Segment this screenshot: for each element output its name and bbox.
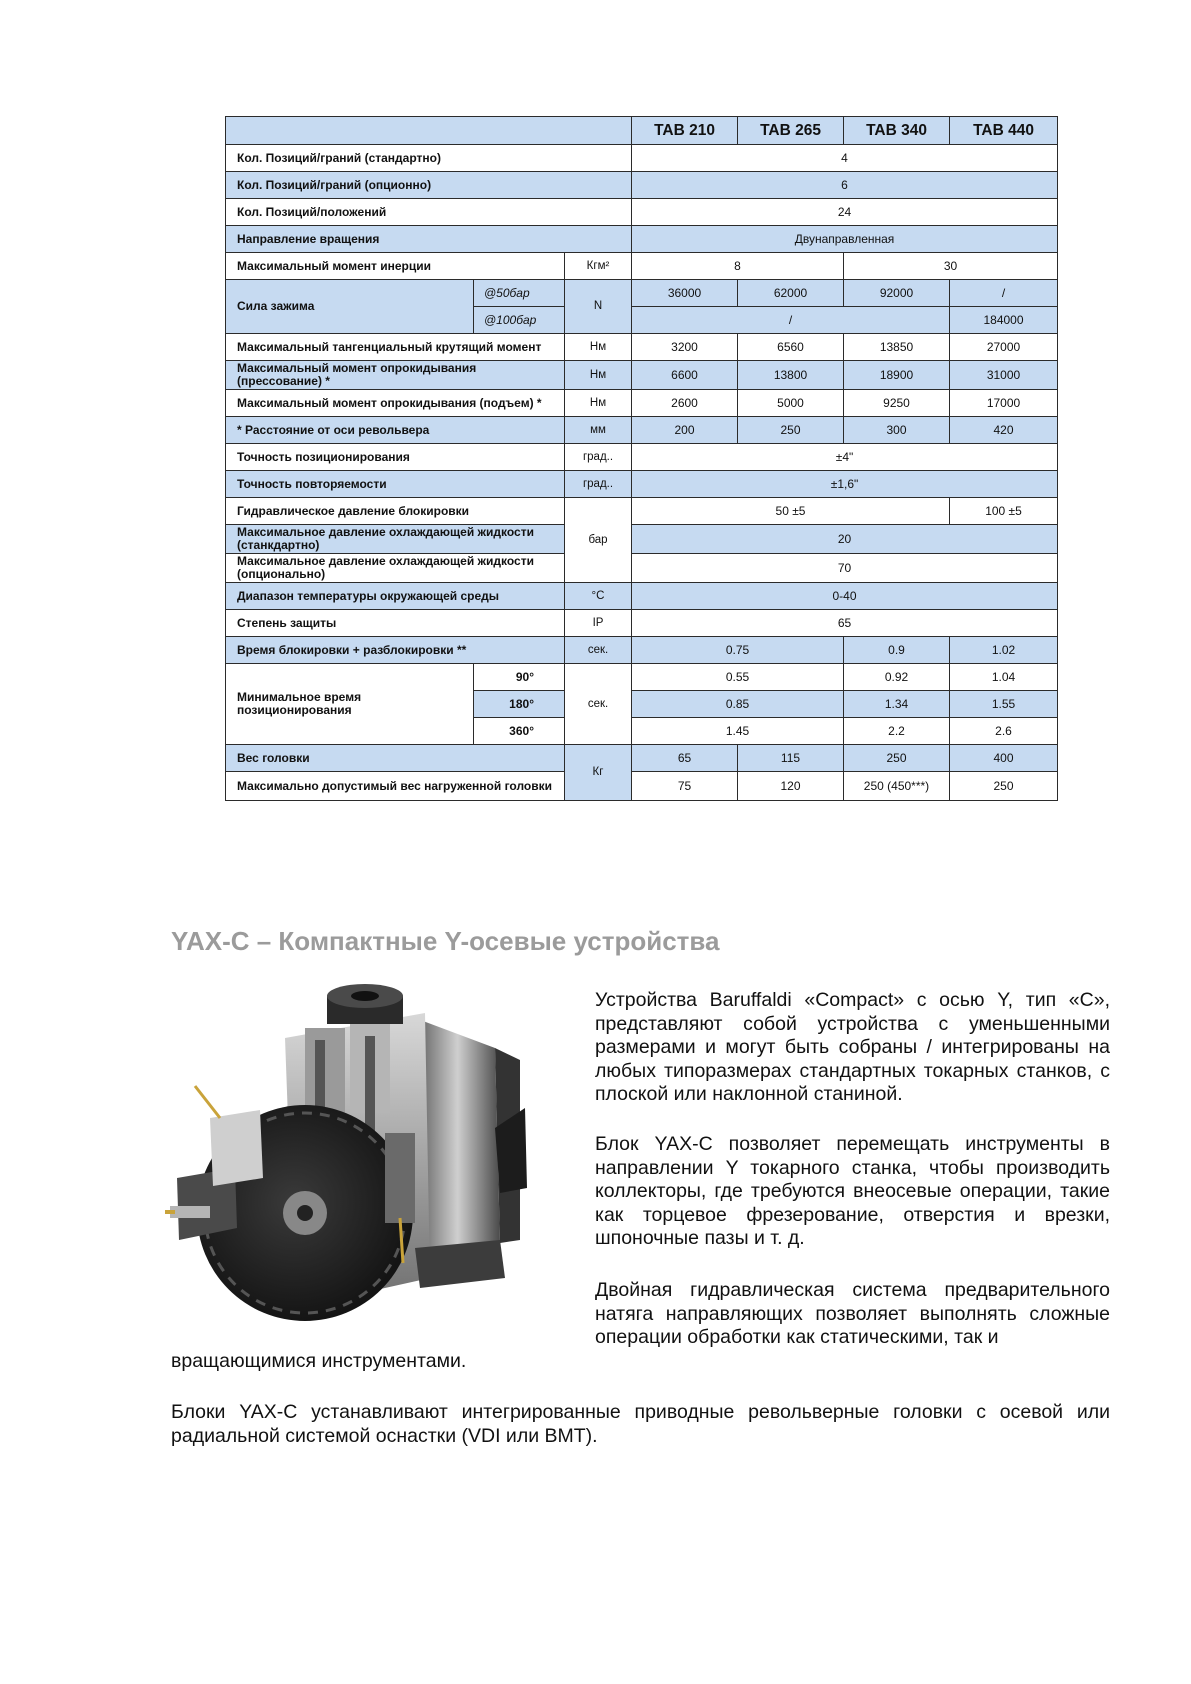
row-value: 18900 (844, 361, 950, 390)
table-row (226, 280, 1058, 307)
row-label: Максимальное давление охлаждающей жидкости (станкдартно) (226, 525, 565, 554)
row-sublabel: @100бар (474, 307, 565, 334)
row-value: 250 (950, 772, 1058, 801)
row-value: 62000 (738, 280, 844, 307)
row-value: / (632, 307, 950, 334)
row-value: 420 (950, 417, 1058, 444)
row-unit: сек. (565, 664, 632, 745)
row-value: 24 (632, 199, 1058, 226)
row-unit: Нм (565, 390, 632, 417)
table-row (226, 554, 1058, 583)
row-value: 65 (632, 610, 1058, 637)
row-value: 250 (844, 745, 950, 772)
table-row (226, 145, 1058, 172)
row-value: 70 (632, 554, 1058, 583)
header-blank (226, 117, 632, 145)
row-value: 200 (632, 417, 738, 444)
row-value: 0.75 (632, 637, 844, 664)
header-tab440: TAB 440 (950, 117, 1058, 145)
row-value: 65 (632, 745, 738, 772)
row-value: 6600 (632, 361, 738, 390)
row-unit: бар (565, 498, 632, 583)
table-row (226, 610, 1058, 637)
row-label: Время блокировки + разблокировки ** (226, 637, 565, 664)
row-label: Максимальный момент опрокидывания (прессование) * (226, 361, 565, 390)
row-value: 0-40 (632, 583, 1058, 610)
row-label: Сила зажима (226, 280, 474, 334)
row-value: 1.55 (950, 691, 1058, 718)
row-value: 100 ±5 (950, 498, 1058, 525)
row-value: ±1,6" (632, 471, 1058, 498)
row-sublabel: 360° (474, 718, 565, 745)
row-value: 92000 (844, 280, 950, 307)
table-row (226, 226, 1058, 253)
table-row (226, 498, 1058, 525)
row-label: Максимальный тангенциальный крутящий момент (226, 334, 565, 361)
row-label: Минимальное время позиционирования (226, 664, 474, 745)
section-heading: YAX-C – Компактные Y-осевые устройства (171, 926, 720, 956)
row-value: 2.6 (950, 718, 1058, 745)
row-value: 20 (632, 525, 1058, 554)
row-value: 13800 (738, 361, 844, 390)
table-row (226, 525, 1058, 554)
table-row (226, 361, 1058, 390)
row-label: Максимальный момент опрокидывания (подъем) * (226, 390, 565, 417)
row-value: 8 (632, 253, 844, 280)
spec-table (225, 116, 1058, 801)
row-value: 75 (632, 772, 738, 801)
row-unit: град.. (565, 444, 632, 471)
table-row (226, 444, 1058, 471)
row-label: Максимально допустимый вес нагруженной головки (226, 772, 565, 801)
row-value: 120 (738, 772, 844, 801)
row-value: 0.92 (844, 664, 950, 691)
table-row (226, 471, 1058, 498)
table-row (226, 583, 1058, 610)
row-value: 1.04 (950, 664, 1058, 691)
row-sublabel: 180° (474, 691, 565, 718)
row-value: 6 (632, 172, 1058, 199)
table-header-row (226, 117, 1058, 145)
row-unit: град.. (565, 471, 632, 498)
row-value: ±4" (632, 444, 1058, 471)
row-sublabel: @50бар (474, 280, 565, 307)
header-tab340: TAB 340 (844, 117, 950, 145)
row-value: 9250 (844, 390, 950, 417)
paragraph-intro: Устройства Baruffaldi «Compact» с осью Y, тип «C», представляют собой устройства с уменьшенными размерами и могут быть собраны / интегрированы на любых типоразмерах стандартных токарных станков, с плоской или наклонной станиной. (595, 989, 1110, 1105)
row-value: 1.34 (844, 691, 950, 718)
row-value: 6560 (738, 334, 844, 361)
row-unit: мм (565, 417, 632, 444)
row-value: 36000 (632, 280, 738, 307)
row-label: Вес головки (226, 745, 565, 772)
table-row (226, 253, 1058, 280)
row-sublabel: 90° (474, 664, 565, 691)
table-row (226, 745, 1058, 772)
row-value: 184000 (950, 307, 1058, 334)
row-value: 5000 (738, 390, 844, 417)
row-label: Максимальный момент инерции (226, 253, 565, 280)
row-value: 31000 (950, 361, 1058, 390)
row-value: 30 (844, 253, 1058, 280)
paragraph-y-axis: Блок YAX-C позволяет перемещать инструменты в направлении Y токарного станка, чтобы производить коллекторы, где требуются внеосевые операции, такие как торцевое фрезерование, отверстия и врезки, шпоночные пазы и т. д. (595, 1133, 1110, 1249)
row-unit: Нм (565, 334, 632, 361)
row-value: 13850 (844, 334, 950, 361)
row-label: Направление вращения (226, 226, 632, 253)
table-row (226, 637, 1058, 664)
table-row (226, 390, 1058, 417)
row-value: 27000 (950, 334, 1058, 361)
header-tab210: TAB 210 (632, 117, 738, 145)
table-row (226, 772, 1058, 801)
table-row (226, 199, 1058, 226)
row-label: Кол. Позиций/положений (226, 199, 632, 226)
row-unit: °C (565, 583, 632, 610)
row-value: 0.85 (632, 691, 844, 718)
paragraph-hydraulic: Двойная гидравлическая система предварительного натяга направляющих позволяет выполнять сложные операции обработки как статическими, так и (595, 1279, 1110, 1348)
row-value: Двунаправленная (632, 226, 1058, 253)
row-label: * Расстояние от оси револьвера (226, 417, 565, 444)
table-row (226, 334, 1058, 361)
yax-c-unit-image (165, 978, 555, 1343)
row-value: 3200 (632, 334, 738, 361)
row-value: 1.45 (632, 718, 844, 745)
header-tab265: TAB 265 (738, 117, 844, 145)
row-value: 0.55 (632, 664, 844, 691)
row-value: 2.2 (844, 718, 950, 745)
row-value: 4 (632, 145, 1058, 172)
table-row (226, 417, 1058, 444)
row-value: 400 (950, 745, 1058, 772)
row-value: 0.9 (844, 637, 950, 664)
table-row (226, 664, 1058, 691)
row-label: Степень защиты (226, 610, 565, 637)
row-unit: IP (565, 610, 632, 637)
row-label: Максимальное давление охлаждающей жидкости (опционально) (226, 554, 565, 583)
row-value: 250 (738, 417, 844, 444)
table-row (226, 172, 1058, 199)
row-label: Диапазон температуры окружающей среды (226, 583, 565, 610)
paragraph-hydraulic-continued: вращающимися инструментами. (171, 1350, 467, 1372)
row-value: 17000 (950, 390, 1058, 417)
row-value: 115 (738, 745, 844, 772)
row-value: / (950, 280, 1058, 307)
row-value: 1.02 (950, 637, 1058, 664)
row-value: 250 (450***) (844, 772, 950, 801)
row-unit: N (565, 280, 632, 334)
row-value: 50 ±5 (632, 498, 950, 525)
row-label: Точность позиционирования (226, 444, 565, 471)
row-value: 300 (844, 417, 950, 444)
row-label: Гидравлическое давление блокировки (226, 498, 565, 525)
row-label: Точность повторяемости (226, 471, 565, 498)
row-unit: Кг (565, 745, 632, 801)
row-unit: Кгм² (565, 253, 632, 280)
row-value: 2600 (632, 390, 738, 417)
row-label: Кол. Позиций/граний (опционно) (226, 172, 632, 199)
row-unit: сек. (565, 637, 632, 664)
row-label: Кол. Позиций/граний (стандартно) (226, 145, 632, 172)
paragraph-turrets: Блоки YAX-C устанавливают интегрированные приводные револьверные головки с осевой или радиальной системой оснастки (VDI или BMT). (171, 1401, 1110, 1447)
row-unit: Нм (565, 361, 632, 390)
